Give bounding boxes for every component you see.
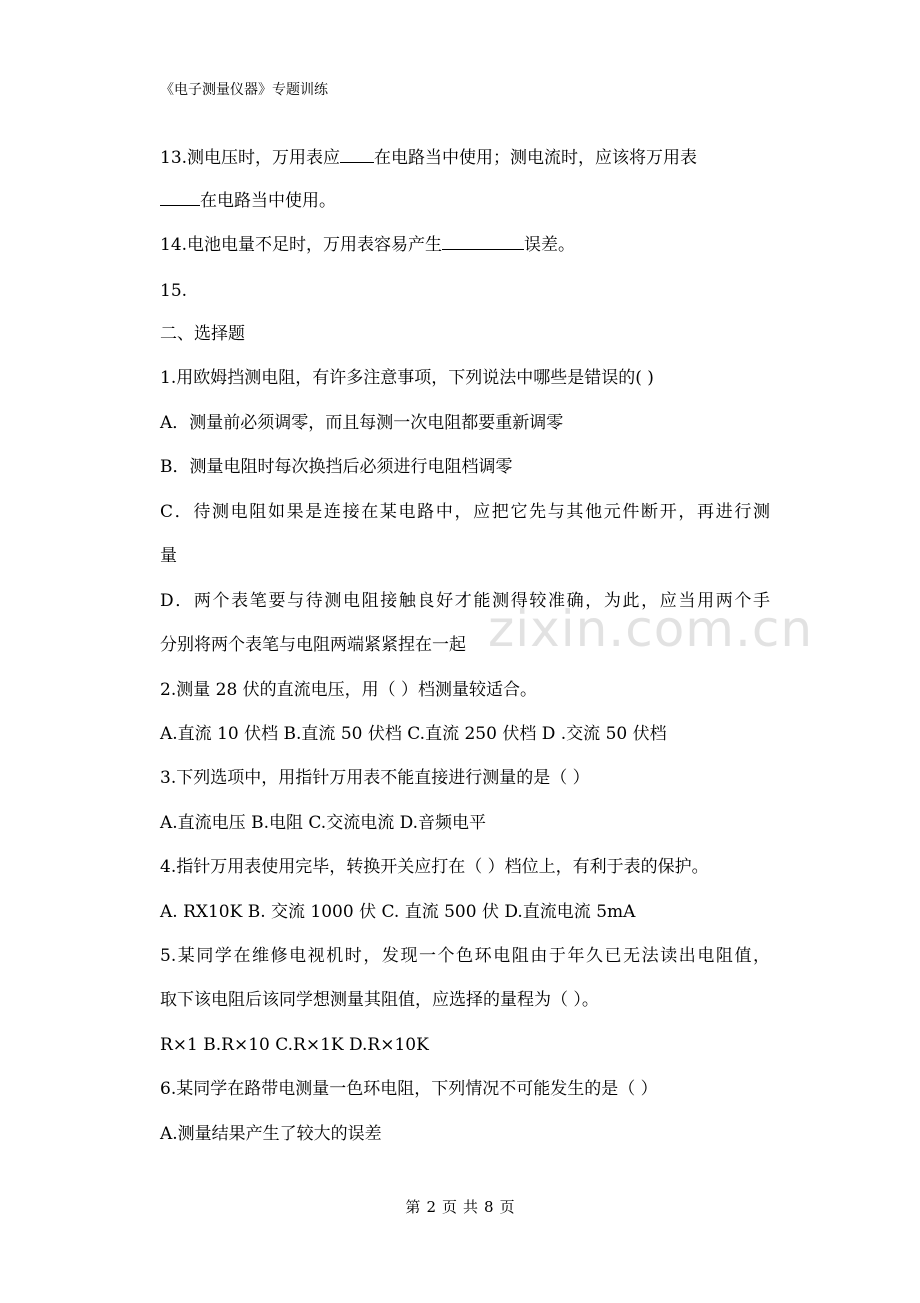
question-14: 14.电池电量不足时，万用表容易产生 误差。	[160, 235, 576, 255]
choice-question-6: 6.某同学在路带电测量一色环电阻，下列情况不可能发生的是（ ）	[160, 1079, 658, 1099]
section-heading: 二、选择题	[160, 324, 245, 344]
choice-3-options: A.直流电压 B.电阻 C.交流电流 D.音频电平	[160, 813, 487, 833]
choice-question-5-line-2: 取下该电阻后该同学想测量其阻值，应选择的量程为（ ）。	[160, 990, 599, 1010]
choice-1-option-c-line-2: 量	[160, 546, 177, 566]
question-15: 15.	[160, 281, 188, 301]
choice-1-option-c-line-1: C．待测电阻如果是连接在某电路中，应把它先与其他元件断开，再进行测	[160, 502, 770, 522]
choice-question-2: 2.测量 28 伏的直流电压，用（ ）档测量较适合。	[160, 680, 538, 700]
total-pages-number: 8	[484, 1198, 494, 1216]
page-header: 《电子测量仪器》专题训练	[160, 82, 328, 98]
page-footer: 第 2 页 共 8 页	[405, 1198, 515, 1216]
choice-question-5-line-1: 5.某同学在维修电视机时，发现一个色环电阻由于年久已无法读出电阻值，	[160, 946, 770, 966]
answer-blank	[340, 146, 374, 163]
choice-1-option-a: A．测量前必须调零，而且每测一次电阻都要重新调零	[160, 413, 564, 433]
choice-question-4: 4.指针万用表使用完毕，转换开关应打在（ ）档位上，有利于表的保护。	[160, 857, 709, 877]
choice-5-options: R×1 B.R×10 C.R×1K D.R×10K	[160, 1035, 429, 1055]
choice-2-options: A.直流 10 伏档 B.直流 50 伏档 C.直流 250 伏档 D .交流 50 伏档	[160, 724, 667, 744]
choice-6-option-a: A.测量结果产生了较大的误差	[160, 1124, 382, 1144]
answer-blank	[160, 189, 200, 206]
current-page-number: 2	[426, 1198, 436, 1216]
question-13-line-2: 在电路当中使用。	[160, 189, 770, 213]
choice-question-1: 1.用欧姆挡测电阻，有许多注意事项，下列说法中哪些是错误的( )	[160, 368, 654, 388]
choice-question-3: 3.下列选项中，用指针万用表不能直接进行测量的是（ ）	[160, 768, 590, 788]
choice-1-option-d-line-2: 分别将两个表笔与电阻两端紧紧捏在一起	[160, 635, 466, 655]
answer-blank	[442, 233, 524, 250]
choice-1-option-b: B．测量电阻时每次换挡后必须进行电阻档调零	[160, 457, 513, 477]
choice-4-options: A. RX10K B. 交流 1000 伏 C. 直流 500 伏 D.直流电流 5mA	[160, 902, 636, 922]
watermark: zixin.com.cn	[488, 600, 814, 658]
choice-1-option-d-line-1: D．两个表笔要与待测电阻接触良好才能测得较准确，为此，应当用两个手	[160, 591, 770, 611]
question-13-line-1: 13.测电压时，万用表应 在电路当中使用；测电流时，应该将万用表	[160, 148, 698, 168]
